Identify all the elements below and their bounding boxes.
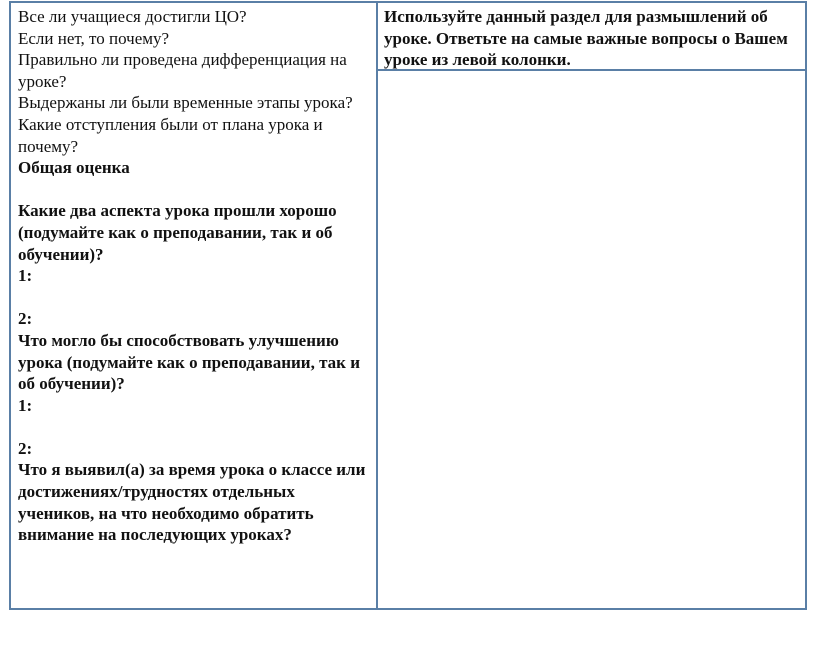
aspect-2-label: 2: <box>18 309 33 329</box>
question-time-stages: Выдержаны ли были временные этапы урока? <box>18 93 353 113</box>
aspect-1-label: 1: <box>18 266 33 286</box>
question-goals-achieved: Все ли учащиеся достигли ЦО? <box>18 7 247 26</box>
question-differentiation: Правильно ли проведена дифференциация на уроке? <box>18 50 347 91</box>
left-column-questions <box>18 6 370 546</box>
improve-2-label: 2: <box>18 438 33 458</box>
reflection-notes-area[interactable] <box>378 71 805 608</box>
spacer <box>18 287 370 309</box>
right-column-instruction: Используйте данный раздел для размышлений об уроке. Ответьте на самые важные вопросы о Вашем уроке из левой колонки. <box>384 7 788 70</box>
spacer <box>18 416 370 438</box>
question-two-aspects: Какие два аспекта урока прошли хорошо (подумайте как о преподавании, так и об обучении)? <box>18 201 337 264</box>
improve-1-label: 1: <box>18 395 33 415</box>
question-improvement: Что могло бы способствовать улучшению урока (подумайте как о преподавании, так и об обучении)? <box>18 330 360 394</box>
reflection-table <box>9 1 807 610</box>
question-observations: Что я выявил(а) за время урока о классе или достижениях/трудностях отдельных учеников, на что необходимо обратить внимание на последующих уроках? <box>18 460 366 545</box>
spacer <box>18 179 370 201</box>
question-if-not-why: Если нет, то почему? <box>18 28 170 48</box>
question-deviations: Какие отступления были от плана урока и почему? <box>18 114 323 156</box>
overall-assessment-label: Общая оценка <box>18 158 130 178</box>
